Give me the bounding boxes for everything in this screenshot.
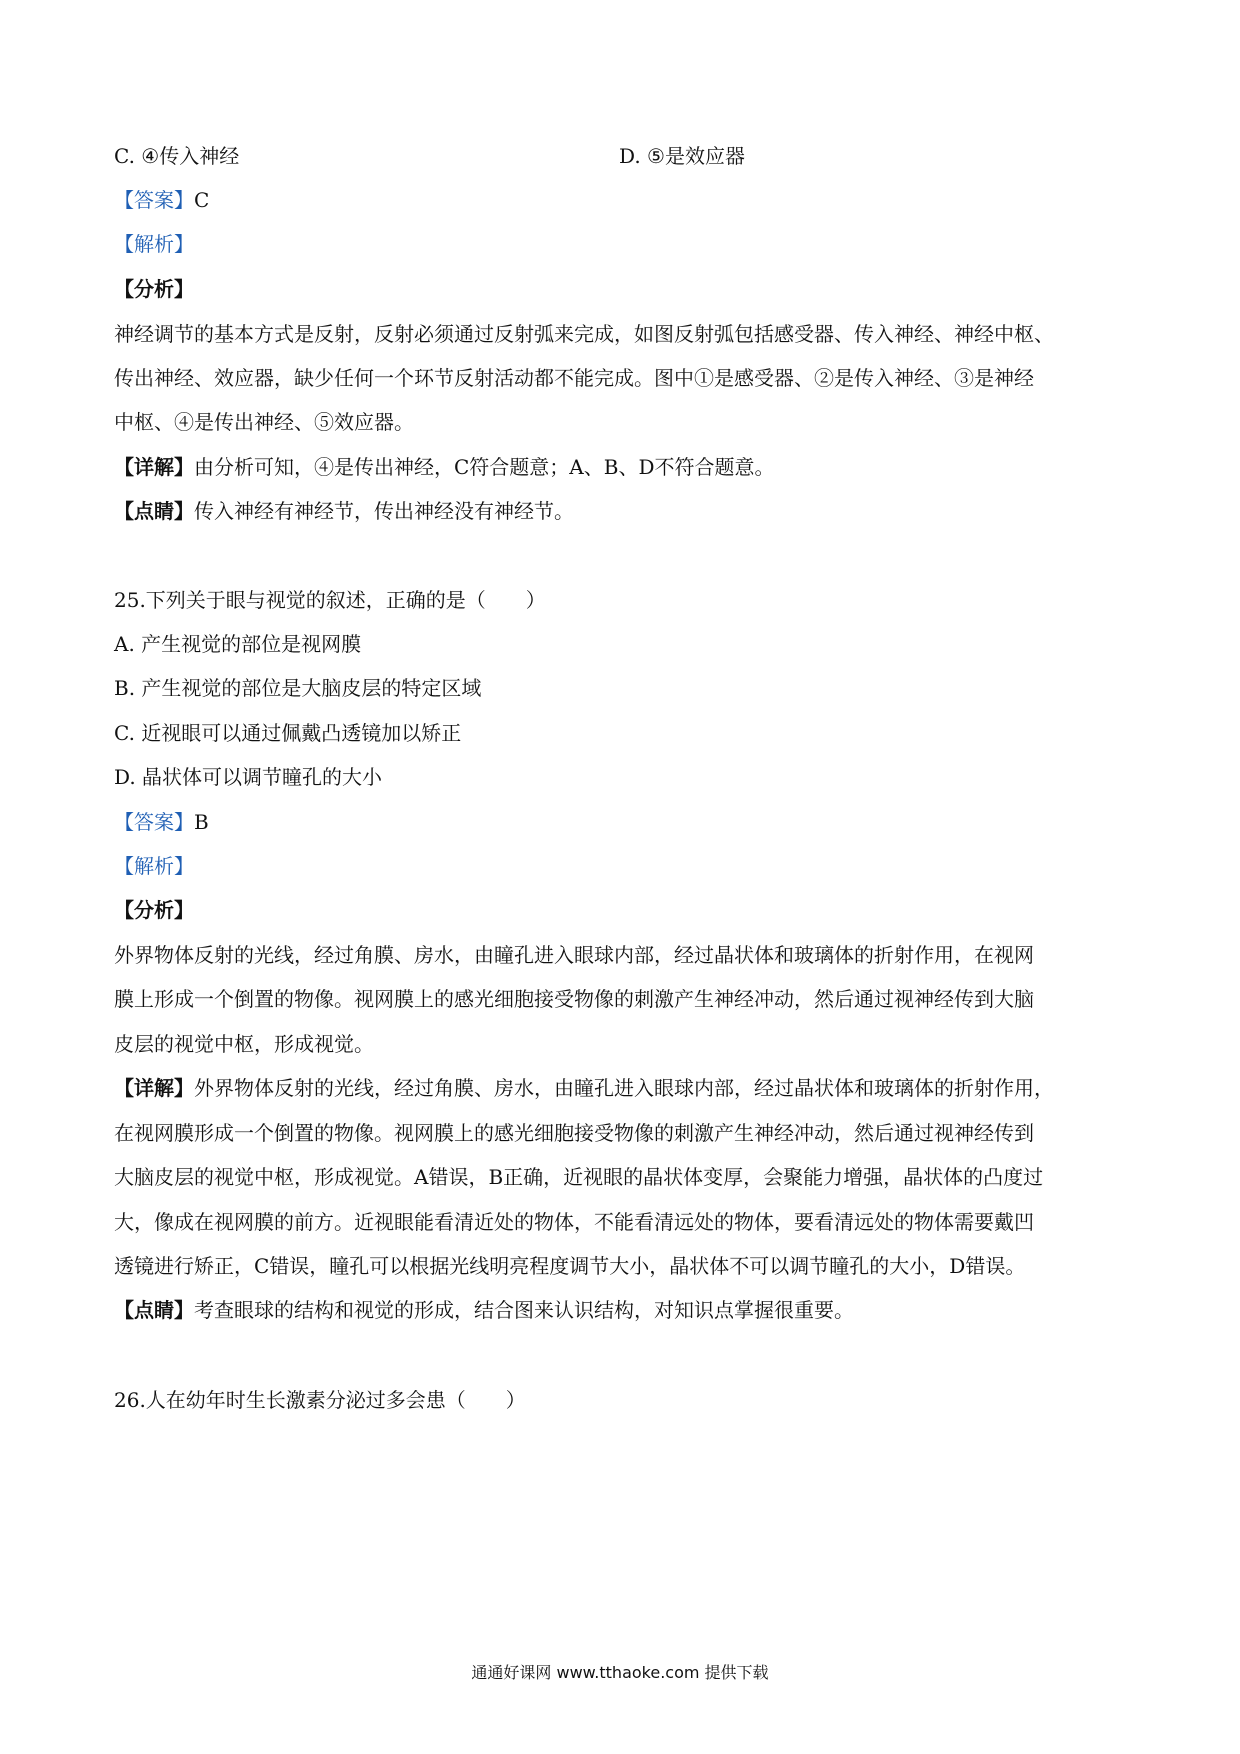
q25-answer xyxy=(114,808,1134,836)
q25-xiangjie-line: 大，像成在视网膜的前方。近视眼能看清近处的物体，不能看清远处的物体，要看清远处的物体需要戴凹 xyxy=(114,1210,1034,1234)
q24-fenxi-line: 中枢、④是传出神经、⑤效应器。 xyxy=(114,410,414,434)
q24-options-row xyxy=(114,142,1134,170)
q25-xiangjie-line: 大脑皮层的视觉中枢，形成视觉。A错误，B正确，近视眼的晶状体变厚，会聚能力增强，晶状体的凸度过 xyxy=(114,1165,1044,1189)
xiangjie-text: 由分析可知，④是传出神经，C符合题意；A、B、D不符合题意。 xyxy=(194,455,775,479)
answer-value: C xyxy=(194,188,210,212)
q25-option-b: B. 产生视觉的部位是大脑皮层的特定区域 xyxy=(114,676,482,700)
dianjing-tag: 【点睛】 xyxy=(114,499,194,523)
q24-fenxi-line: 神经调节的基本方式是反射，反射必须通过反射弧来完成，如图反射弧包括感受器、传入神经、神经中枢、 xyxy=(114,322,1054,346)
dianjing-text: 考查眼球的结构和视觉的形成，结合图来认识结构，对知识点掌握很重要。 xyxy=(194,1298,854,1322)
xiangjie-tag: 【详解】 xyxy=(114,1076,194,1100)
dianjing-text: 传入神经有神经节，传出神经没有神经节。 xyxy=(194,499,574,523)
q25-fenxi-line: 皮层的视觉中枢，形成视觉。 xyxy=(114,1032,374,1056)
answer-tag: 【答案】 xyxy=(114,810,194,834)
page-footer: 通通好课网 www.tthaoke.com 提供下载 xyxy=(471,1663,769,1682)
xiangjie-tag: 【详解】 xyxy=(114,455,194,479)
q25-fenxi-tag: 【分析】 xyxy=(114,898,194,922)
q25-option-d: D. 晶状体可以调节瞳孔的大小 xyxy=(114,765,383,789)
q25-xiangjie-line: 透镜进行矫正，C错误，瞳孔可以根据光线明亮程度调节大小，晶状体不可以调节瞳孔的大小，D错误。 xyxy=(114,1254,1026,1278)
answer-value: B xyxy=(194,810,209,834)
q24-answer xyxy=(114,186,1134,214)
q25-option-c: C. 近视眼可以通过佩戴凸透镜加以矫正 xyxy=(114,721,462,745)
q24-jiexi-tag: 【解析】 xyxy=(114,232,194,256)
q25-dianjing xyxy=(114,1296,1134,1324)
q24-fenxi-tag: 【分析】 xyxy=(114,277,194,301)
q25-fenxi-line: 膜上形成一个倒置的物像。视网膜上的感光细胞接受物像的刺激产生神经冲动，然后通过视神经传到大脑 xyxy=(114,987,1034,1011)
q25-xiangjie xyxy=(114,1074,1134,1102)
q25-option-a: A. 产生视觉的部位是视网膜 xyxy=(114,632,362,656)
q25-xiangjie-line: 在视网膜形成一个倒置的物像。视网膜上的感光细胞接受物像的刺激产生神经冲动，然后通过视神经传到 xyxy=(114,1121,1034,1145)
q24-option-d: D. ⑤是效应器 xyxy=(619,144,745,168)
xiangjie-text: 外界物体反射的光线，经过角膜、房水，由瞳孔进入眼球内部，经过晶状体和玻璃体的折射作用， xyxy=(194,1076,1054,1100)
q24-xiangjie xyxy=(114,453,1134,481)
q25-fenxi-line: 外界物体反射的光线，经过角膜、房水，由瞳孔进入眼球内部，经过晶状体和玻璃体的折射作用，在视网 xyxy=(114,943,1034,967)
dianjing-tag: 【点睛】 xyxy=(114,1298,194,1322)
q25-question: 25.下列关于眼与视觉的叙述，正确的是（ ） xyxy=(114,588,546,612)
q24-fenxi-line: 传出神经、效应器，缺少任何一个环节反射活动都不能完成。图中①是感受器、②是传入神经、③是神经 xyxy=(114,366,1034,390)
q25-jiexi-tag: 【解析】 xyxy=(114,854,194,878)
q24-option-c: C. ④传入神经 xyxy=(114,144,240,168)
answer-tag: 【答案】 xyxy=(114,188,194,212)
q26-question: 26.人在幼年时生长激素分泌过多会患（ ） xyxy=(114,1388,526,1412)
q24-dianjing xyxy=(114,497,1134,525)
